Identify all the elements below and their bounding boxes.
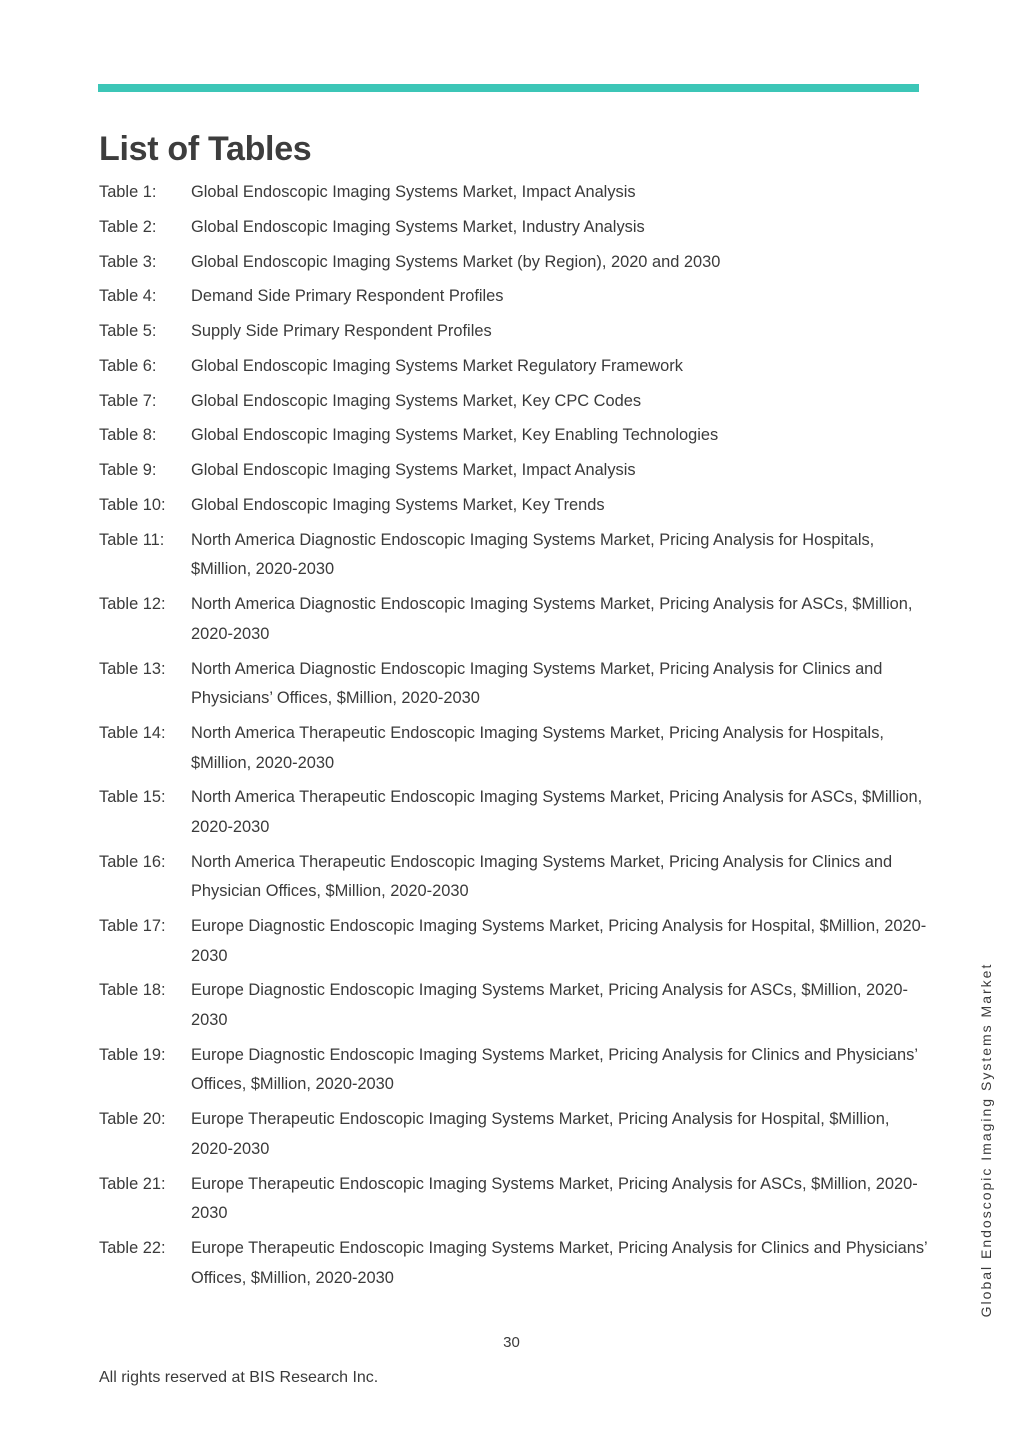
table-title: Global Endoscopic Imaging Systems Market, Industry Analysis [191,217,645,236]
table-entry[interactable] [99,387,929,417]
table-entry[interactable] [99,1105,929,1164]
table-entry[interactable] [99,976,929,1035]
table-entry[interactable] [99,848,929,907]
table-entry[interactable] [99,317,929,347]
table-number: Table 10: [99,496,166,515]
table-entry[interactable] [99,178,929,208]
table-entry[interactable] [99,421,929,451]
table-entry[interactable] [99,526,929,585]
table-title: Europe Therapeutic Endoscopic Imaging Systems Market, Pricing Analysis for ASCs, $Million, 2020-2030 [191,1174,918,1223]
table-number: Table 14: [99,723,166,742]
table-entry[interactable] [99,912,929,971]
page-number: 30 [503,1334,520,1351]
table-entry[interactable] [99,1041,929,1100]
table-entry[interactable] [99,1170,929,1229]
side-running-title: Global Endoscopic Imaging Systems Market [978,962,994,1318]
list-of-tables [99,178,929,1298]
table-title: North America Diagnostic Endoscopic Imaging Systems Market, Pricing Analysis for ASCs, $Million, 2020-2030 [191,595,913,643]
table-number: Table 15: [99,788,166,807]
table-number: Table 4: [99,287,157,306]
table-title: Global Endoscopic Imaging Systems Market, Impact Analysis [191,183,636,201]
table-entry[interactable] [99,352,929,382]
table-title: North America Therapeutic Endoscopic Imaging Systems Market, Pricing Analysis for ASCs, $Million, 2020-2030 [191,788,923,836]
table-title: North America Therapeutic Endoscopic Imaging Systems Market, Pricing Analysis for Clinics and Physician Offices, $Million, 2020-2030 [191,852,893,901]
table-title: Global Endoscopic Imaging Systems Market, Key CPC Codes [191,391,642,410]
table-number: Table 3: [99,252,157,271]
table-number: Table 2: [99,217,157,236]
table-number: Table 6: [99,356,157,375]
table-title: North America Diagnostic Endoscopic Imaging Systems Market, Pricing Analysis for Clinics and Physicians’ Offices, $Million, 2020-2030 [191,659,883,708]
table-number: Table 21: [99,1174,166,1193]
table-number: Table 9: [99,461,157,480]
table-title: Europe Diagnostic Endoscopic Imaging Systems Market, Pricing Analysis for Clinics and Physicians’ Offices, $Million, 2020-2030 [191,1045,918,1094]
table-title: Europe Therapeutic Endoscopic Imaging Systems Market, Pricing Analysis for Clinics and Physicians’ Offices, $Million, 2020-2030 [191,1238,928,1287]
table-title: Demand Side Primary Respondent Profiles [191,287,504,306]
table-title: Europe Therapeutic Endoscopic Imaging Systems Market, Pricing Analysis for Hospital, $Million, 2020-2030 [191,1110,890,1158]
copyright-footer: All rights reserved at BIS Research Inc. [99,1369,379,1386]
top-accent-rule [98,84,919,92]
table-entry[interactable] [99,1234,929,1293]
table-number: Table 16: [99,852,166,871]
table-title: Europe Diagnostic Endoscopic Imaging Systems Market, Pricing Analysis for Hospital, $Million, 2020-2030 [191,917,927,965]
table-number: Table 11: [99,530,165,549]
table-entry[interactable] [99,783,929,842]
table-title: Global Endoscopic Imaging Systems Market Regulatory Framework [191,356,683,375]
table-entry[interactable] [99,282,929,312]
table-title: Supply Side Primary Respondent Profiles [191,322,492,341]
table-entry[interactable] [99,248,929,278]
table-number: Table 8: [99,426,157,445]
table-entry[interactable] [99,719,929,778]
table-number: Table 1: [99,183,157,201]
table-number: Table 20: [99,1110,166,1129]
table-title: Europe Diagnostic Endoscopic Imaging Systems Market, Pricing Analysis for ASCs, $Million, 2020-2030 [191,981,908,1030]
table-number: Table 12: [99,595,166,614]
table-title: Global Endoscopic Imaging Systems Market, Impact Analysis [191,461,636,480]
table-number: Table 5: [99,322,157,341]
table-number: Table 22: [99,1238,166,1257]
table-entry[interactable] [99,491,929,521]
table-number: Table 18: [99,981,166,1000]
table-number: Table 7: [99,391,157,410]
table-entry[interactable] [99,456,929,486]
table-title: Global Endoscopic Imaging Systems Market, Key Enabling Technologies [191,426,719,445]
page-title: List of Tables [99,130,312,168]
table-title: Global Endoscopic Imaging Systems Market (by Region), 2020 and 2030 [191,252,721,271]
table-title: North America Diagnostic Endoscopic Imaging Systems Market, Pricing Analysis for Hospitals, $Million, 2020-2030 [191,530,875,579]
table-number: Table 19: [99,1045,166,1064]
table-entry[interactable] [99,655,929,714]
table-title: Global Endoscopic Imaging Systems Market, Key Trends [191,496,605,515]
table-number: Table 17: [99,917,166,936]
table-number: Table 13: [99,659,166,678]
table-entry[interactable] [99,213,929,243]
table-entry[interactable] [99,590,929,649]
table-title: North America Therapeutic Endoscopic Imaging Systems Market, Pricing Analysis for Hospitals, $Million, 2020-2030 [191,723,884,772]
